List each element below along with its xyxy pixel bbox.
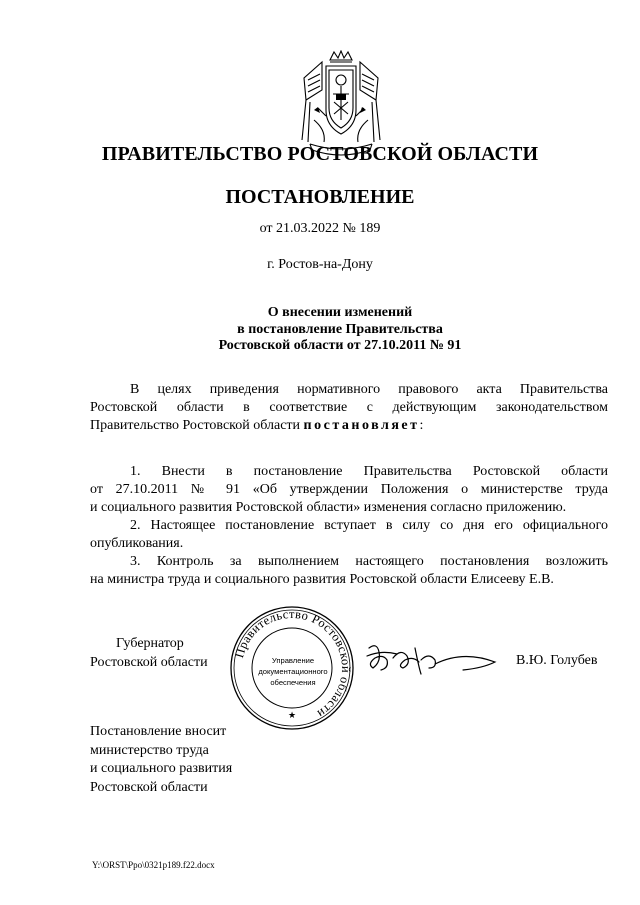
item-2-paragraph [90,517,608,553]
stamp-inner-line: документационного [258,667,328,676]
signatory-title-line: Губернатор [116,636,184,651]
official-stamp [228,604,356,732]
item-line: от 27.10.2011 № 91 «Об утверждении Положения о министерстве труда [90,482,608,497]
submitter-line: Ростовской области [90,779,208,795]
item-line: 2. Настоящее постановление вступает в силу со дня его официального [130,518,608,533]
subject-line: в постановление Правительства [237,321,443,337]
item-line: 1. Внести в постановление Правительства Ростовской области [130,464,608,479]
submitter-line: и социального развития [90,761,233,776]
document-city: г. Ростов-на-Дону [267,257,373,272]
signatory-title-line: Ростовской области [90,655,208,670]
preamble-text: Правительство Ростовской области [90,418,304,433]
document-subject [180,305,500,355]
decree-verb: постановляет [303,418,420,433]
submitter-block [90,723,232,797]
item-1-paragraph [90,463,608,517]
preamble-line [90,417,608,435]
document-type: ПОСТАНОВЛЕНИЕ [225,186,415,208]
stamp-inner-line: Управление [271,656,315,665]
footer-file-path: Y:\ORST\Ppo\0321p189.f22.docx [92,860,215,870]
item-3-paragraph [90,553,608,589]
government-title: ПРАВИТЕЛЬСТВО РОСТОВСКОЙ ОБЛАСТИ [101,143,539,165]
submitter-line: Постановление вносит [90,724,227,739]
document-date-number: от 21.03.2022 № 189 [259,221,381,236]
item-line: опубликования. [90,536,184,551]
subject-line: О внесении изменений [267,305,413,320]
preamble-paragraph [90,381,608,435]
preamble-line: Ростовской области в соответствие с действующим законодательством [90,400,608,415]
item-line: на министра труда и социального развития Ростовской области Елисееву Е.В. [90,572,554,587]
handwritten-signature [363,638,498,678]
stamp-ring-text: Правительство Ростовской области [232,606,354,722]
stamp-star: ★ [287,710,297,720]
submitter-line: министерство труда [90,742,209,758]
item-line: 3. Контроль за выполнением настоящего постановления возложить [130,554,608,569]
signatory-name: В.Ю. Голубев [516,653,598,668]
signatory-title [90,634,208,672]
preamble-colon: : [419,418,424,433]
stamp-inner-line: обеспечения [270,678,316,687]
item-line: и социального развития Ростовской области» изменения согласно приложению. [90,500,567,515]
subject-line: Ростовской области от 27.10.2011 № 91 [218,338,462,353]
preamble-line: В целях приведения нормативного правового акта Правительства [130,382,608,397]
